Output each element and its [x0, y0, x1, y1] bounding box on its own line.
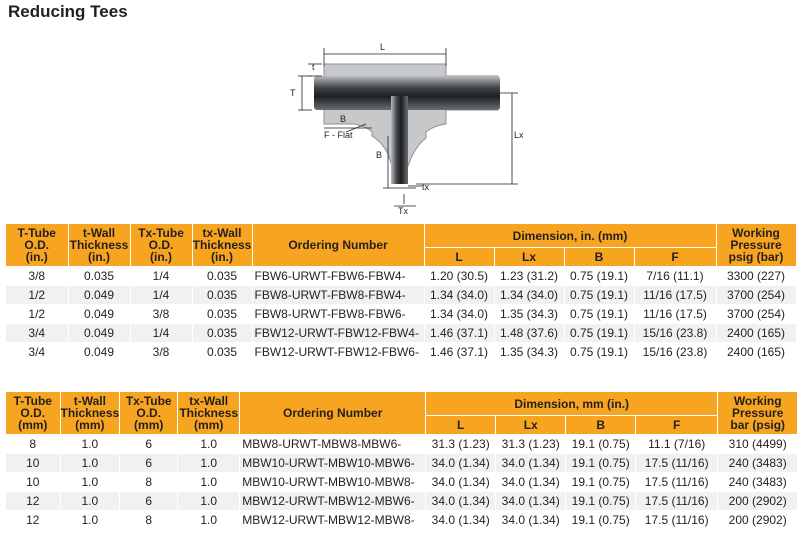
subheader-Lx: Lx [496, 416, 566, 435]
table-row [6, 454, 798, 473]
table-cell: 8 [120, 511, 178, 530]
table-row [6, 267, 796, 286]
table-cell: 31.3 (1.23) [426, 435, 496, 454]
subheader-Lx: Lx [494, 248, 564, 267]
table-cell: 1/4 [130, 324, 192, 343]
table-cell: 0.75 (19.1) [564, 343, 634, 362]
subheader-B: B [566, 416, 636, 435]
table-row [6, 305, 796, 324]
header-txwall: tx-Wall Thickness (in.) [192, 224, 252, 267]
table-cell: 19.1 (0.75) [566, 435, 636, 454]
table-cell: 0.75 (19.1) [564, 324, 634, 343]
table-cell: 7/16 (11.1) [634, 267, 716, 286]
table-cell: 1.0 [178, 511, 240, 530]
header-txtube: Tx-Tube O.D. (mm) [120, 392, 178, 435]
table-cell: 1.0 [178, 454, 240, 473]
spec-table-inch [6, 224, 797, 362]
table-cell: 17.5 (11/16) [636, 511, 718, 530]
ordering-number-cell: FBW6-URWT-FBW6-FBW4- [252, 267, 424, 286]
table-cell: 12 [6, 492, 60, 511]
header-working-pressure: Working Pressure psig (bar) [716, 224, 796, 267]
table-cell: 6 [120, 454, 178, 473]
table-cell: 17.5 (11/16) [636, 454, 718, 473]
table-cell: 19.1 (0.75) [566, 473, 636, 492]
table-row [6, 511, 798, 530]
table-cell: 0.035 [68, 267, 130, 286]
table-cell: 1.48 (37.6) [494, 324, 564, 343]
table-cell: 0.035 [192, 305, 252, 324]
table-cell: 10 [6, 473, 60, 492]
table-cell: 19.1 (0.75) [566, 511, 636, 530]
subheader-L: L [424, 248, 494, 267]
table-cell: 3700 (254) [716, 286, 796, 305]
table-cell: 1.35 (34.3) [494, 343, 564, 362]
table-cell: 0.049 [68, 324, 130, 343]
table-cell: 34.0 (1.34) [426, 473, 496, 492]
label-Lx: Lx [514, 130, 524, 140]
ordering-number-cell: MBW10-URWT-MBW10-MBW8- [240, 473, 426, 492]
table-cell: 34.0 (1.34) [496, 511, 566, 530]
ordering-number-cell: FBW12-URWT-FBW12-FBW4- [252, 324, 424, 343]
subheader-F: F [634, 248, 716, 267]
table-cell: 12 [6, 511, 60, 530]
table-cell: 15/16 (23.8) [634, 343, 716, 362]
header-ordering-number: Ordering Number [252, 224, 424, 267]
table-row [6, 286, 796, 305]
table-cell: 11/16 (17.5) [634, 305, 716, 324]
ordering-number-cell: FBW8-URWT-FBW8-FBW6- [252, 305, 424, 324]
table-cell: 0.035 [192, 324, 252, 343]
table-cell: 8 [6, 435, 60, 454]
table-cell: 15/16 (23.8) [634, 324, 716, 343]
table-cell: 1.0 [60, 473, 120, 492]
ordering-number-cell: MBW10-URWT-MBW10-MBW6- [240, 454, 426, 473]
table-cell: 0.035 [192, 286, 252, 305]
table-cell: 1.0 [178, 492, 240, 511]
table-cell: 3/4 [6, 343, 68, 362]
table-cell: 34.0 (1.34) [426, 454, 496, 473]
reducing-tee-diagram [268, 36, 528, 214]
table-cell: 34.0 (1.34) [496, 473, 566, 492]
table-cell: 11/16 (17.5) [634, 286, 716, 305]
label-B-horizontal: B [340, 114, 347, 124]
table-cell: 1.46 (37.1) [424, 324, 494, 343]
table-cell: 0.035 [192, 267, 252, 286]
table-cell: 200 (2902) [718, 492, 798, 511]
table-cell: 34.0 (1.34) [426, 511, 496, 530]
spec-table-mm [6, 392, 798, 530]
table-cell: 0.049 [68, 343, 130, 362]
table-cell: 2400 (165) [716, 343, 796, 362]
table-row [6, 492, 798, 511]
table-cell: 1.0 [178, 435, 240, 454]
table-cell: 240 (3483) [718, 454, 798, 473]
table-cell: 1.0 [178, 473, 240, 492]
table-cell: 1.34 (34.0) [494, 286, 564, 305]
table-cell: 1/2 [6, 286, 68, 305]
label-t: t [312, 62, 315, 72]
table-row [6, 324, 796, 343]
table-cell: 1.0 [60, 435, 120, 454]
table-cell: 3/4 [6, 324, 68, 343]
subheader-B: B [564, 248, 634, 267]
table-cell: 310 (4499) [718, 435, 798, 454]
table-body [6, 267, 796, 362]
table-cell: 1.35 (34.3) [494, 305, 564, 324]
header-working-pressure: Working Pressure bar (psig) [718, 392, 798, 435]
table-cell: 0.75 (19.1) [564, 267, 634, 286]
ordering-number-cell: FBW12-URWT-FBW12-FBW6- [252, 343, 424, 362]
table-cell: 1.46 (37.1) [424, 343, 494, 362]
table-cell: 3/8 [6, 267, 68, 286]
ordering-number-cell: MBW12-URWT-MBW12-MBW8- [240, 511, 426, 530]
table-row [6, 435, 798, 454]
table-cell: 1.34 (34.0) [424, 286, 494, 305]
table-cell: 6 [120, 492, 178, 511]
header-txwall: tx-Wall Thickness (mm) [178, 392, 240, 435]
header-twall: t-Wall Thickness (mm) [60, 392, 120, 435]
table-cell: 17.5 (11/16) [636, 492, 718, 511]
ordering-number-cell: FBW8-URWT-FBW8-FBW4- [252, 286, 424, 305]
table-cell: 19.1 (0.75) [566, 492, 636, 511]
label-F-flat: F - Flat [324, 130, 353, 140]
ordering-number-cell: MBW8-URWT-MBW8-MBW6- [240, 435, 426, 454]
table-body [6, 435, 798, 530]
table-row [6, 473, 798, 492]
table-cell: 0.75 (19.1) [564, 286, 634, 305]
table-cell: 0.049 [68, 286, 130, 305]
label-Tx: Tx [398, 206, 408, 214]
table-cell: 1/4 [130, 286, 192, 305]
header-ttube: T-Tube O.D. (mm) [6, 392, 60, 435]
label-L: L [380, 42, 386, 52]
table-cell: 3300 (227) [716, 267, 796, 286]
table-cell: 1.34 (34.0) [424, 305, 494, 324]
table-cell: 3700 (254) [716, 305, 796, 324]
table-cell: 1.0 [60, 492, 120, 511]
table-cell: 11.1 (7/16) [636, 435, 718, 454]
table-cell: 240 (3483) [718, 473, 798, 492]
header-ordering-number: Ordering Number [240, 392, 426, 435]
subheader-L: L [426, 416, 496, 435]
table-row [6, 343, 796, 362]
table-cell: 3/8 [130, 343, 192, 362]
table-cell: 0.049 [68, 305, 130, 324]
header-ttube: T-Tube O.D. (in.) [6, 224, 68, 267]
header-twall: t-Wall Thickness (in.) [68, 224, 130, 267]
table-cell: 8 [120, 473, 178, 492]
table-cell: 1/4 [130, 267, 192, 286]
table-cell: 0.75 (19.1) [564, 305, 634, 324]
table-cell: 2400 (165) [716, 324, 796, 343]
table-cell: 1.23 (31.2) [494, 267, 564, 286]
table-cell: 34.0 (1.34) [496, 492, 566, 511]
table-cell: 1.20 (30.5) [424, 267, 494, 286]
table-cell: 10 [6, 454, 60, 473]
branch-tube [391, 96, 408, 184]
label-B-vertical: B [376, 150, 383, 160]
subheader-F: F [636, 416, 718, 435]
ordering-number-cell: MBW12-URWT-MBW12-MBW6- [240, 492, 426, 511]
page-title: Reducing Tees [8, 2, 128, 21]
label-tx: tx [422, 182, 430, 192]
table-cell: 31.3 (1.23) [496, 435, 566, 454]
table-cell: 3/8 [130, 305, 192, 324]
table-cell: 1/2 [6, 305, 68, 324]
label-T: T [290, 88, 296, 98]
table-cell: 34.0 (1.34) [496, 454, 566, 473]
header-txtube: Tx-Tube O.D. (in.) [130, 224, 192, 267]
table-cell: 200 (2902) [718, 511, 798, 530]
table-cell: 6 [120, 435, 178, 454]
table-cell: 34.0 (1.34) [426, 492, 496, 511]
table-cell: 17.5 (11/16) [636, 473, 718, 492]
table-cell: 19.1 (0.75) [566, 454, 636, 473]
table-cell: 1.0 [60, 511, 120, 530]
header-dimension: Dimension, in. (mm) [424, 224, 716, 248]
table-cell: 0.035 [192, 343, 252, 362]
header-dimension: Dimension, mm (in.) [426, 392, 718, 416]
table-cell: 1.0 [60, 454, 120, 473]
